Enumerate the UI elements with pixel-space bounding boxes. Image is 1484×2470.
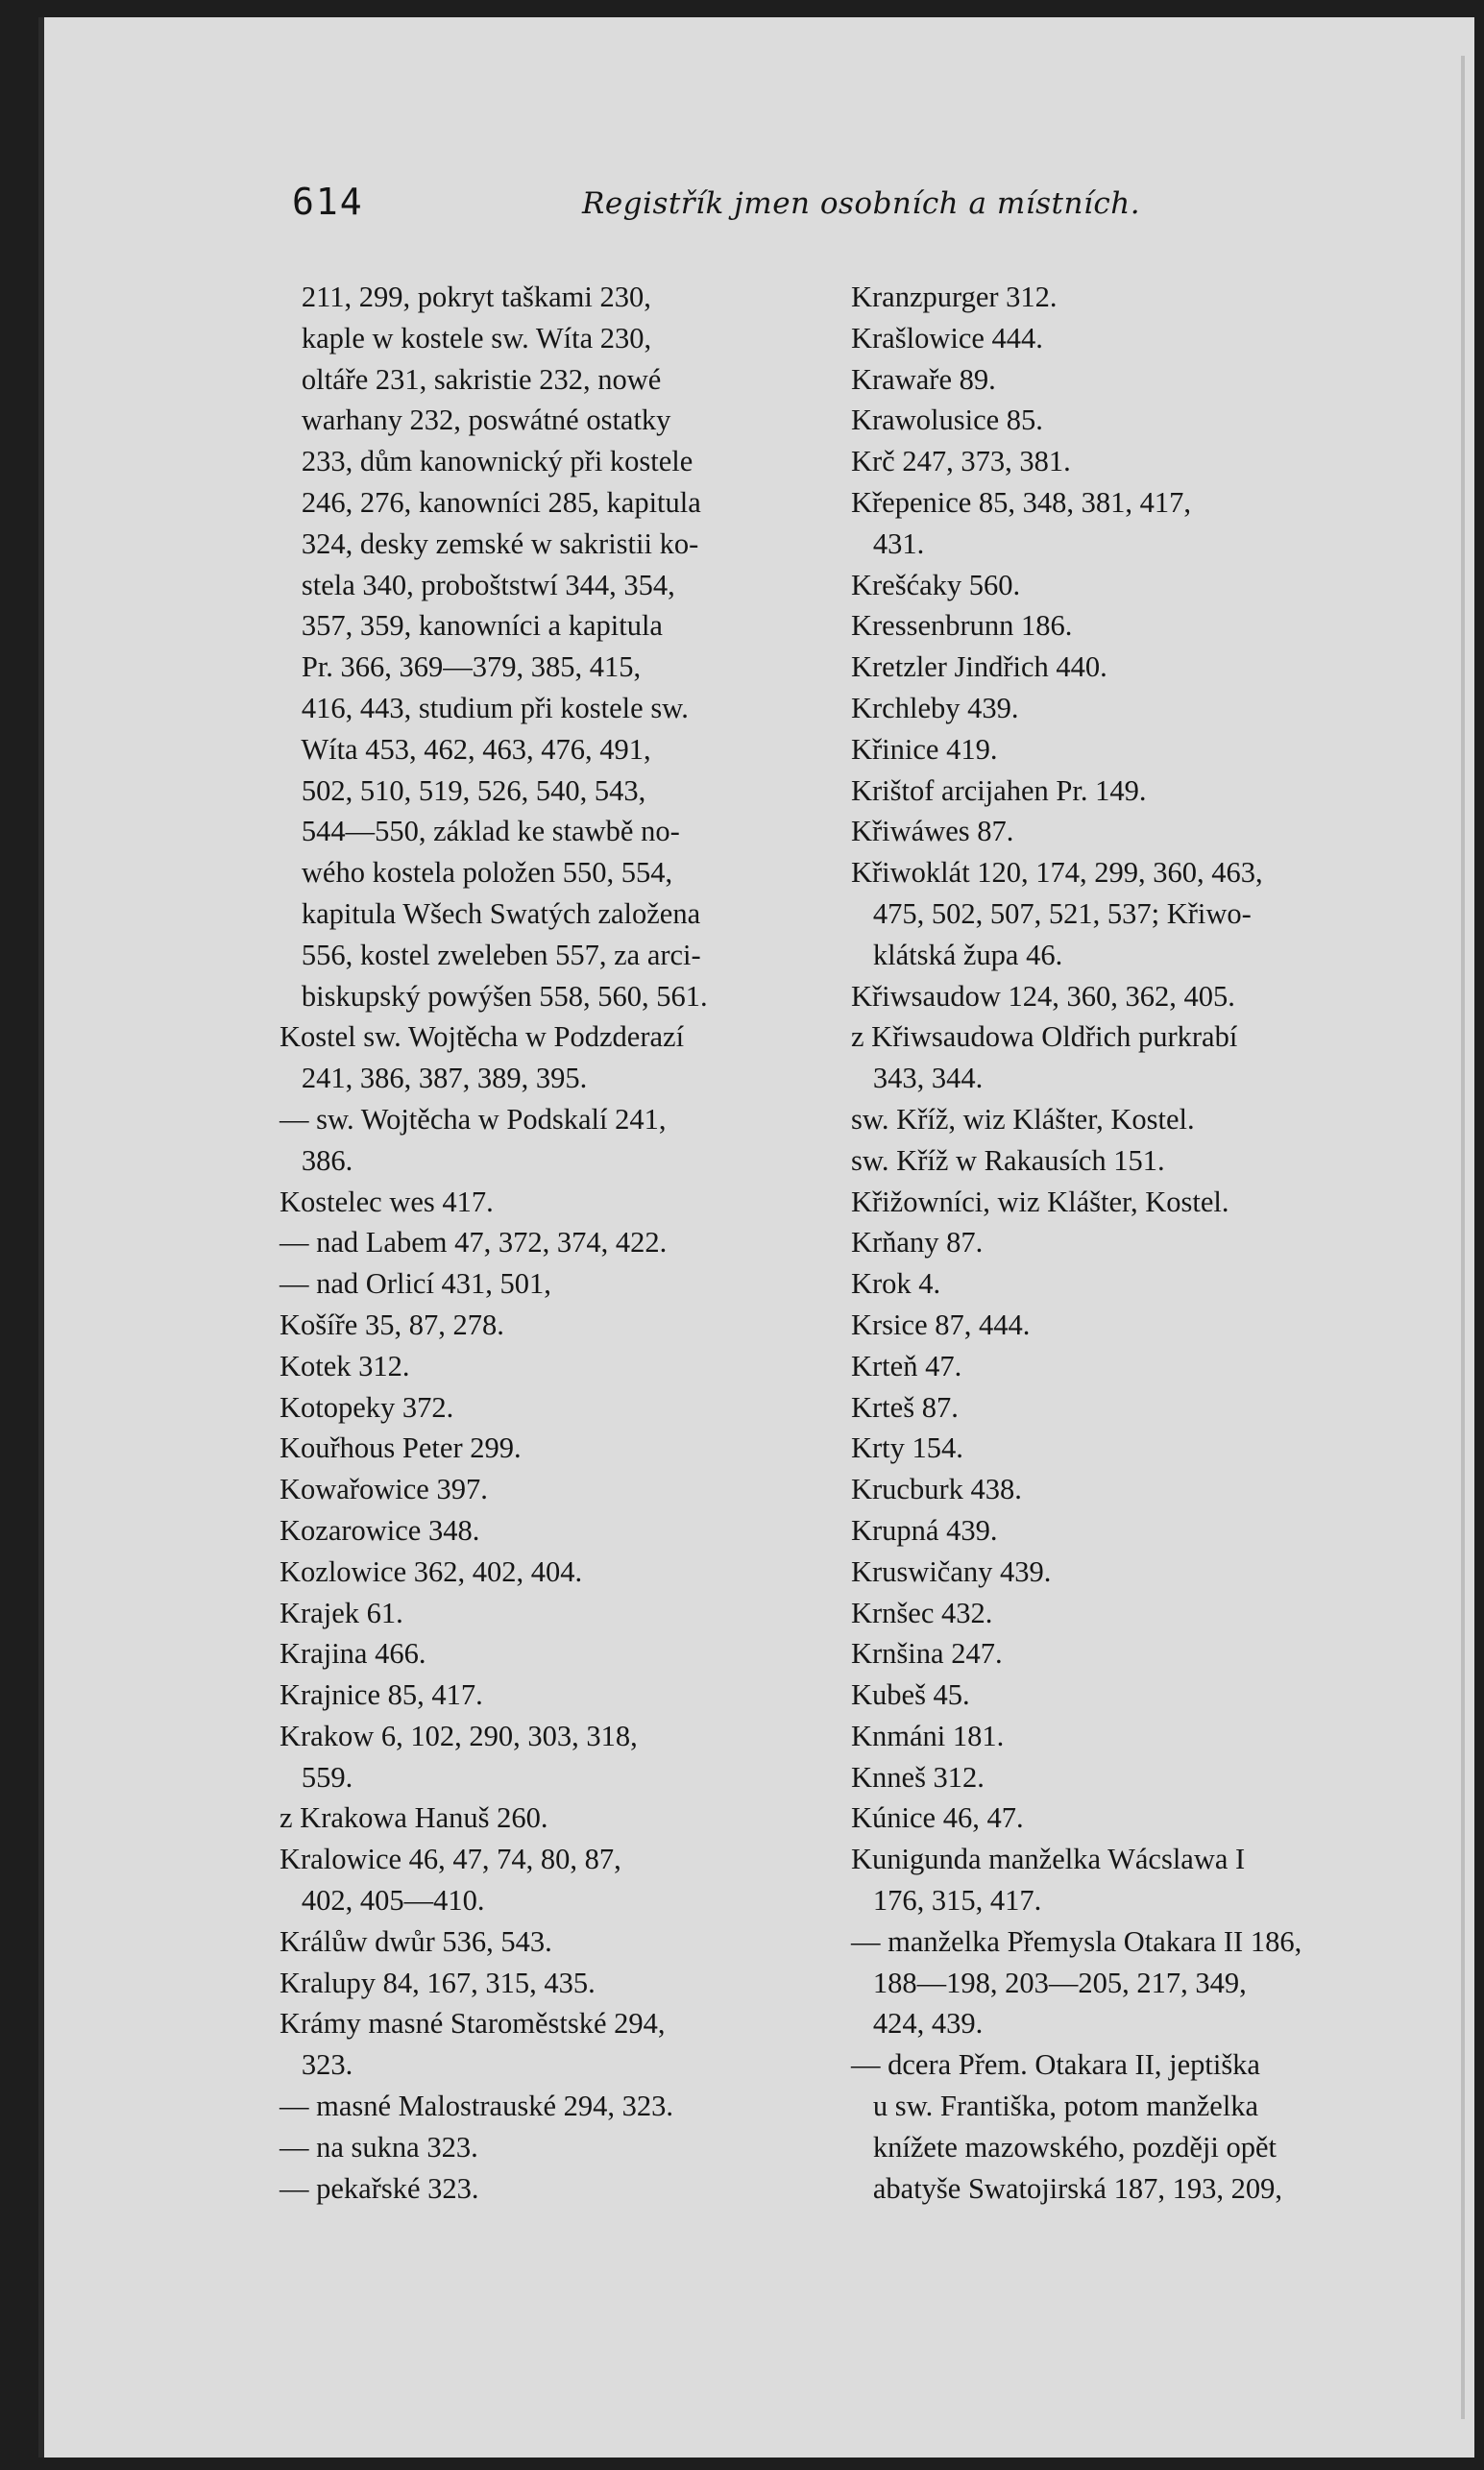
index-entry-line: Krajina 466. bbox=[280, 1637, 426, 1671]
index-entry-line: Krawolusice 85. bbox=[851, 404, 1043, 437]
index-entry-line: 323. bbox=[280, 2048, 353, 2082]
index-entry-line: Kostelec wes 417. bbox=[280, 1185, 494, 1218]
index-entry-line: Kotek 312. bbox=[280, 1349, 410, 1382]
index-entry-line: 246, 276, kanowníci 285, kapitula bbox=[280, 485, 701, 519]
index-entry-line: Krawaře 89. bbox=[851, 362, 996, 396]
index-entry-line: wého kostela položen 550, 554, bbox=[280, 856, 673, 890]
index-entry-line: 324, desky zemské w sakristii ko- bbox=[280, 526, 699, 560]
index-entry-line: Kretzler Jindřich 440. bbox=[851, 650, 1107, 684]
index-entry-line: kapitula Wšech Swatých založena bbox=[280, 896, 701, 930]
index-entry-line: Kozlowice 362, 402, 404. bbox=[280, 1554, 583, 1588]
index-entry-line: knížete mazowského, později opět bbox=[851, 2130, 1277, 2164]
index-entry-line: Krsice 87, 444. bbox=[851, 1308, 1031, 1341]
index-entry-line: Kubeš 45. bbox=[851, 1678, 970, 1712]
index-entry-line: Knneš 312. bbox=[851, 1760, 985, 1794]
index-entry-line: — manželka Přemysla Otakara II 186, bbox=[851, 1924, 1302, 1958]
index-entry-line: Krteň 47. bbox=[851, 1349, 962, 1382]
index-entry-line: Kunigunda manželka Wácslawa I bbox=[851, 1843, 1246, 1876]
index-entry-line: 241, 386, 387, 389, 395. bbox=[280, 1062, 588, 1095]
index-entry-line: — sw. Wojtěcha w Podskalí 241, bbox=[280, 1102, 667, 1136]
index-entry-line: abatyše Swatojirská 187, 193, 209, bbox=[851, 2171, 1282, 2205]
index-entry-line: 424, 439. bbox=[851, 2007, 984, 2041]
index-entry-line: 233, dům kanownický při kostele bbox=[280, 445, 693, 478]
index-entry-line: 416, 443, studium při kostele sw. bbox=[280, 691, 689, 724]
index-entry-line: Krnšina 247. bbox=[851, 1637, 1003, 1671]
index-entry-line: u sw. Františka, potom manželka bbox=[851, 2090, 1259, 2123]
index-entry-line: Křižowníci, wiz Klášter, Kostel. bbox=[851, 1185, 1229, 1218]
index-entry-line: — nad Labem 47, 372, 374, 422. bbox=[280, 1226, 668, 1259]
index-entry-line: Krakow 6, 102, 290, 303, 318, bbox=[280, 1719, 638, 1752]
index-entry-line: Křepenice 85, 348, 381, 417, bbox=[851, 485, 1192, 519]
index-entry-line: — pekařské 323. bbox=[280, 2171, 479, 2205]
index-entry-line: 556, kostel zweleben 557, za arci- bbox=[280, 938, 701, 971]
index-entry-line: Košíře 35, 87, 278. bbox=[280, 1308, 504, 1341]
index-entry-line: Krok 4. bbox=[851, 1267, 941, 1301]
index-entry-line: Krty 154. bbox=[851, 1431, 963, 1465]
index-entry-line: Krištof arcijahen Pr. 149. bbox=[851, 773, 1147, 807]
page-header bbox=[44, 181, 1474, 238]
page-number: 614 bbox=[292, 181, 364, 223]
index-entry-line: Křinice 419. bbox=[851, 732, 998, 766]
index-entry-line: Kranzpurger 312. bbox=[851, 281, 1058, 313]
index-entry-line: 386. bbox=[280, 1143, 353, 1177]
index-column-right bbox=[851, 277, 1447, 2209]
index-entry-line: 357, 359, kanowníci a kapitula bbox=[280, 609, 663, 643]
index-entry-line: Křiwáwes 87. bbox=[851, 815, 1014, 848]
index-entry-line: Kotopeky 372. bbox=[280, 1390, 454, 1424]
index-entry-line: 211, 299, pokryt taškami 230, bbox=[280, 281, 651, 313]
index-entry-line: sw. Kříž, wiz Klášter, Kostel. bbox=[851, 1102, 1195, 1136]
index-entry-line: Králůw dwůr 536, 543. bbox=[280, 1924, 552, 1958]
index-entry-line: 402, 405—410. bbox=[280, 1884, 485, 1918]
index-entry-line: warhany 232, poswátné ostatky bbox=[280, 404, 671, 437]
index-column-left bbox=[280, 277, 856, 2209]
index-entry-line: Krajek 61. bbox=[280, 1596, 403, 1629]
index-entry-line: 343, 344. bbox=[851, 1062, 984, 1095]
index-entry-line: Krnšec 432. bbox=[851, 1596, 993, 1629]
index-entry-line: Krámy masné Staroměstské 294, bbox=[280, 2007, 666, 2041]
index-entry-line: 176, 315, 417. bbox=[851, 1884, 1042, 1918]
index-entry-line: Krajnice 85, 417. bbox=[280, 1678, 483, 1712]
index-entry-line: Krupná 439. bbox=[851, 1513, 998, 1547]
index-entry-line: Kruswičany 439. bbox=[851, 1554, 1052, 1588]
index-entry-line: Křiwoklát 120, 174, 299, 360, 463, bbox=[851, 856, 1263, 890]
index-entry-line: stela 340, proboštstwí 344, 354, bbox=[280, 568, 675, 601]
running-title: Registřík jmen osobních a místních. bbox=[582, 186, 1141, 221]
index-entry-line: biskupský powýšen 558, 560, 561. bbox=[280, 979, 708, 1013]
index-entry-line: — masné Malostrauské 294, 323. bbox=[280, 2090, 673, 2123]
index-entry-line: Kowařowice 397. bbox=[280, 1473, 488, 1506]
index-entry-line: z Krakowa Hanuš 260. bbox=[280, 1801, 548, 1835]
index-entry-line: Kralowice 46, 47, 74, 80, 87, bbox=[280, 1843, 621, 1876]
index-entry-line: Kúnice 46, 47. bbox=[851, 1801, 1024, 1835]
page-edge-shadow bbox=[1461, 56, 1465, 2419]
index-entry-line: 475, 502, 507, 521, 537; Křiwo- bbox=[851, 896, 1252, 930]
index-entry-line: Pr. 366, 369—379, 385, 415, bbox=[280, 650, 642, 684]
index-entry-line: sw. Kříž w Rakausích 151. bbox=[851, 1143, 1165, 1177]
index-entry-line: 502, 510, 519, 526, 540, 543, bbox=[280, 773, 646, 807]
index-entry-line: z Křiwsaudowa Oldřich purkrabí bbox=[851, 1020, 1238, 1054]
index-entry-line: Krteš 87. bbox=[851, 1390, 959, 1424]
index-entry-line: 559. bbox=[280, 1760, 353, 1794]
index-entry-line: Kressenbrunn 186. bbox=[851, 609, 1073, 643]
index-entry-line: Knmáni 181. bbox=[851, 1719, 1005, 1752]
index-entry-line: Krchleby 439. bbox=[851, 691, 1019, 724]
index-entry-line: Kralupy 84, 167, 315, 435. bbox=[280, 1966, 596, 1999]
index-entry-line: 544—550, základ ke stawbě no- bbox=[280, 815, 680, 848]
index-entry-line: Kozarowice 348. bbox=[280, 1513, 480, 1547]
index-entry-line: oltáře 231, sakristie 232, nowé bbox=[280, 362, 662, 396]
index-entry-line: 188—198, 203—205, 217, 349, bbox=[851, 1966, 1247, 1999]
index-entry-line: — nad Orlicí 431, 501, bbox=[280, 1267, 551, 1301]
index-entry-line: Krč 247, 373, 381. bbox=[851, 445, 1071, 478]
index-entry-line: klátská župa 46. bbox=[851, 938, 1063, 971]
index-entry-line: — na sukna 323. bbox=[280, 2130, 478, 2164]
index-entry-line: Krucburk 438. bbox=[851, 1473, 1022, 1506]
index-entry-line: — dcera Přem. Otakara II, jeptiška bbox=[851, 2048, 1260, 2082]
index-entry-line: Křiwsaudow 124, 360, 362, 405. bbox=[851, 979, 1235, 1013]
index-entry-line: Krešćaky 560. bbox=[851, 568, 1021, 601]
index-entry-line: Krašlowice 444. bbox=[851, 321, 1043, 355]
index-entry-line: kaple w kostele sw. Wíta 230, bbox=[280, 321, 652, 355]
index-entry-line: Wíta 453, 462, 463, 476, 491, bbox=[280, 732, 651, 766]
index-entry-line: Kostel sw. Wojtěcha w Podzderazí bbox=[280, 1020, 685, 1054]
book-page bbox=[38, 17, 1474, 2458]
index-entry-line: 431. bbox=[851, 526, 925, 560]
index-entry-line: Krňany 87. bbox=[851, 1226, 984, 1259]
index-entry-line: Kouřhous Peter 299. bbox=[280, 1431, 522, 1465]
